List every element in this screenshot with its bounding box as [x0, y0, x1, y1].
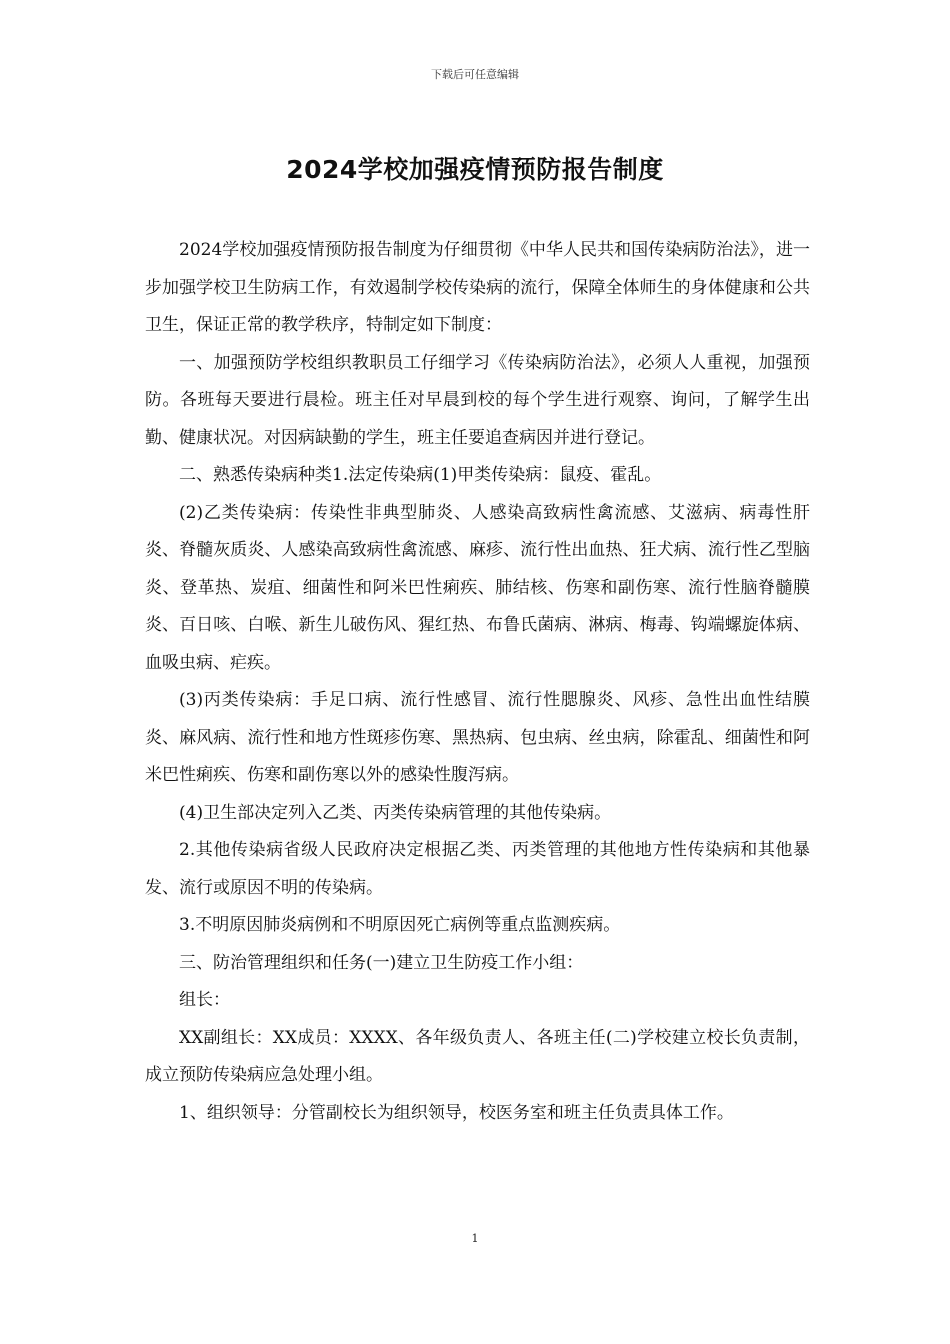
paragraph-other-diseases: 2.其他传染病省级人民政府决定根据乙类、丙类管理的其他地方性传染病和其他暴发、流行或原因不明的传染病。: [145, 840, 810, 898]
paragraph-class-c: (3)丙类传染病：手足口病、流行性感冒、流行性腮腺炎、风疹、急性出血性结膜炎、麻风病、流行性和地方性斑疹伤寒、黑热病、包虫病、丝虫病，除霍乱、细菌性和阿米巴性痢疾、伤寒和副伤寒以外的感染性腹泻病。: [145, 690, 810, 785]
paragraph-other-listed: (4)卫生部决定列入乙类、丙类传染病管理的其他传染病。: [179, 802, 612, 823]
paragraph-section-3: 三、防治管理组织和任务(一)建立卫生防疫工作小组：: [179, 952, 584, 973]
paragraph-section-2: 二、熟悉传染病种类1.法定传染病(1)甲类传染病：鼠疫、霍乱。: [179, 465, 662, 485]
header-note: 下载后可任意编辑: [431, 68, 519, 81]
paragraph-class-b: (2)乙类传染病：传染性非典型肺炎、人感染高致病性禽流感、艾滋病、病毒性肝炎、脊髓灰质炎、人感染高致病性禽流感、麻疹、流行性出血热、狂犬病、流行性乙型脑炎、登革热、炭疽、细菌性和阿米巴性痢疾、肺结核、伤寒和副伤寒、流行性脑脊髓膜炎、百日咳、白喉、新生儿破伤风、猩红热、布鲁氏菌病、淋病、梅毒、钩端螺旋体病、血吸虫病、疟疾。: [145, 502, 810, 673]
paragraph-team-leader: 组长：: [179, 990, 230, 1010]
paragraph-intro: 2024学校加强疫情预防报告制度为仔细贯彻《中华人民共和国传染病防治法》，进一步加强学校卫生防病工作，有效遏制学校传染病的流行，保障全体师生的身体健康和公共卫生，保证正常的教学秩序，特制定如下制度：: [145, 240, 810, 335]
paragraph-organization: 1、组织领导：分管副校长为组织领导，校医务室和班主任负责具体工作。: [179, 1102, 734, 1123]
page-number: 1: [471, 1232, 479, 1245]
paragraph-section-1: 一、加强预防学校组织教职员工仔细学习《传染病防治法》，必须人人重视，加强预防。各班每天要进行晨检。班主任对早晨到校的每个学生进行观察、询问，了解学生出勤、健康状况。对因病缺勤的学生，班主任要追查病因并进行登记。: [145, 352, 810, 448]
paragraph-team-members: XX副组长：XX成员：XXXX、各年级负责人、各班主任(二)学校建立校长负责制，成立预防传染病应急处理小组。: [145, 1027, 810, 1085]
document-body: [145, 232, 810, 1132]
document-title: 2024学校加强疫情预防报告制度: [286, 155, 664, 184]
paragraph-monitoring: 3.不明原因肺炎病例和不明原因死亡病例等重点监测疾病。: [179, 915, 621, 935]
